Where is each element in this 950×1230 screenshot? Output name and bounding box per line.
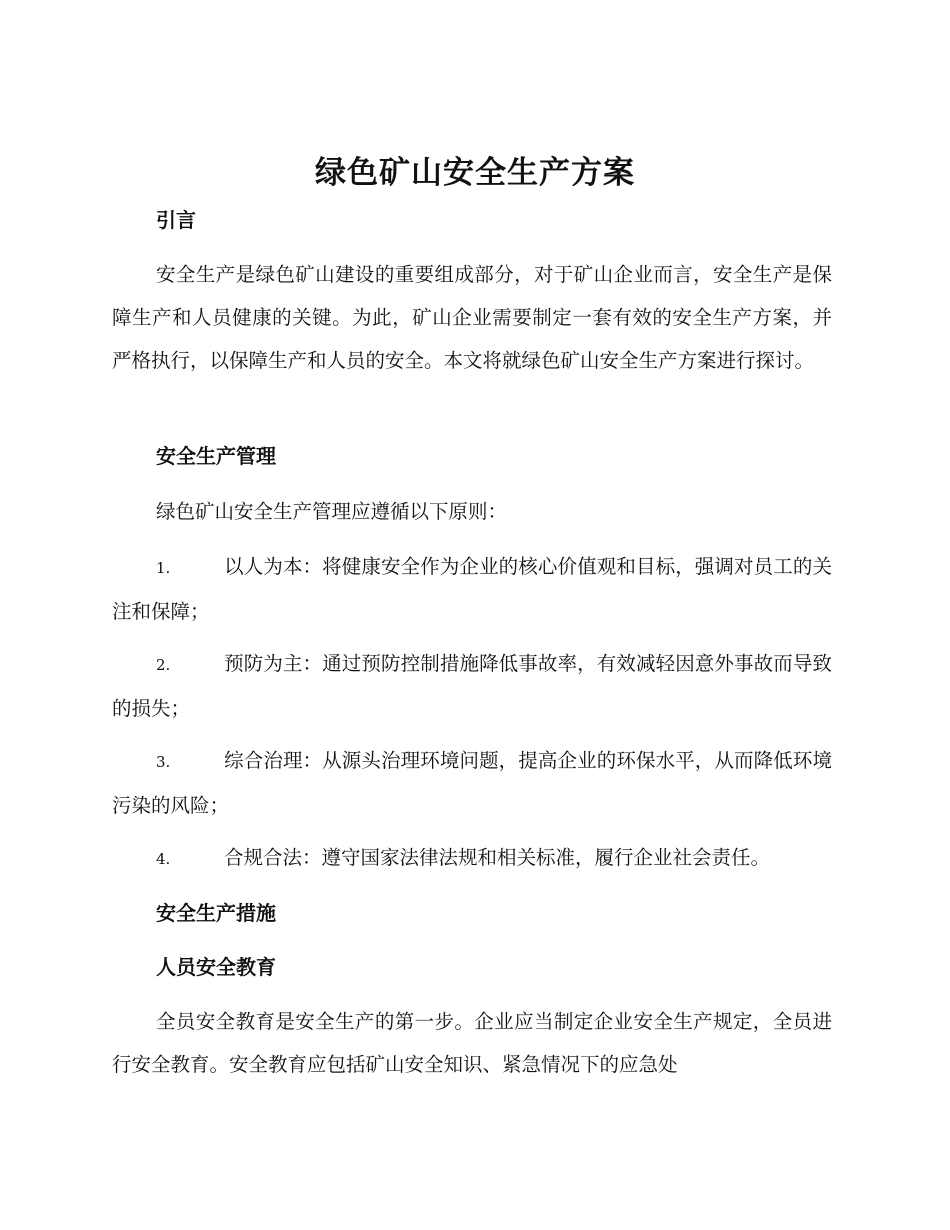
list-number: 3. — [156, 753, 171, 771]
paragraph-principles-intro: 绿色矿山安全生产管理应遵循以下原则： — [156, 500, 508, 523]
section-heading-introduction: 引言 — [156, 208, 196, 232]
list-text: 预防为主：通过预防控制措施降低事故率，有效减轻因意外事故而导致的损失； — [112, 652, 832, 720]
list-number: 2. — [156, 656, 171, 674]
list-text: 合规合法：遵守国家法律法规和相关标准，履行企业社会责任。 — [224, 846, 771, 869]
paragraph-staff-education: 全员安全教育是安全生产的第一步。企业应当制定企业安全生产规定，全员进行安全教育。安全教育应包括矿山安全知识、紧急情况下的应急处 — [112, 1010, 832, 1076]
section-heading-safety-measures: 安全生产措施 — [156, 901, 276, 925]
list-item — [112, 642, 832, 730]
list-text: 以人为本：将健康安全作为企业的核心价值观和目标，强调对员工的关注和保障； — [112, 555, 832, 623]
list-item — [112, 545, 832, 633]
list-item — [112, 739, 832, 827]
list-number: 4. — [156, 850, 171, 868]
subsection-heading-staff-education: 人员安全教育 — [156, 955, 276, 979]
list-text: 综合治理：从源头治理环境问题，提高企业的环保水平，从而降低环境污染的风险； — [112, 749, 832, 817]
list-item — [112, 836, 832, 881]
section-heading-safety-management: 安全生产管理 — [156, 444, 276, 468]
list-number: 1. — [156, 559, 171, 577]
document-title: 绿色矿山安全生产方案 — [315, 155, 635, 191]
paragraph-introduction: 安全生产是绿色矿山建设的重要组成部分，对于矿山企业而言，安全生产是保障生产和人员健康的关键。为此，矿山企业需要制定一套有效的安全生产方案，并严格执行，以保障生产和人员的安全。本文将就绿色矿山安全生产方案进行探讨。 — [112, 263, 832, 372]
